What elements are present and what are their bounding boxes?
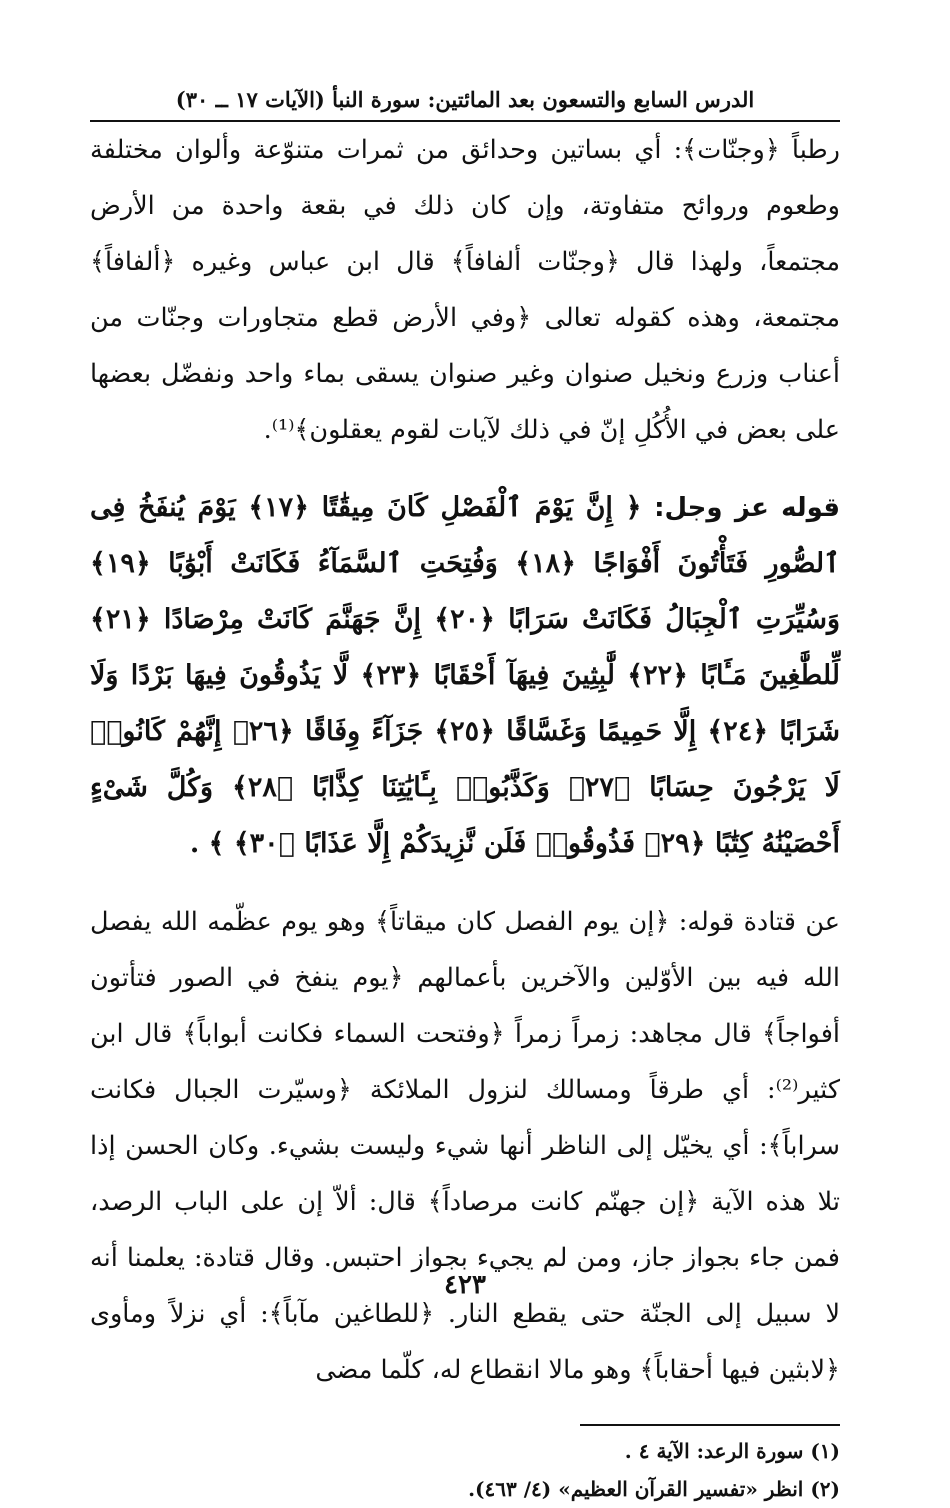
quran-verses: ﴿ إِنَّ يَوْمَ ٱلْفَصْلِ كَانَ مِيقَٰتًا ﴿١٧﴾ يَوْمَ يُنفَخُ فِى ٱلصُّورِ فَتَأْتُونَ أَفْوَاجًا ﴿١٨﴾ وَفُتِحَتِ ٱلسَّمَآءُ فَكَانَتْ أَبْوَٰبًا ﴿١٩﴾ وَسُيِّرَتِ ٱلْجِبَالُ فَكَانَتْ سَرَابًا ﴿٢٠﴾ إِنَّ جَهَنَّمَ كَانَتْ مِرْصَادًا ﴿٢١﴾ لِّلطَّٰغِينَ مَـَٔابًا ﴿٢٢﴾ لَّٰبِثِينَ فِيهَآ أَحْقَابًا ﴿٢٣﴾ لَّا يَذُوقُونَ فِيهَا بَرْدًا وَلَا شَرَابًا ﴿٢٤﴾ إِلَّا حَمِيمًا وَغَسَّاقًا ﴿٢٥﴾ جَزَآءً وِفَاقًا ﴿٢٦﴾ إِنَّهُمْ كَانُوا۟ لَا يَرْجُونَ حِسَابًا ﴿٢٧﴾ وَكَذَّبُوا۟ بِـَٔايَٰتِنَا كِذَّابًا ﴿٢٨﴾ وَكُلَّ شَىْءٍ أَحْصَيْنَٰهُ كِتَٰبًا ﴿٢٩﴾ فَذُوقُوا۟ فَلَن نَّزِيدَكُمْ إِلَّا عَذَابًا ﴿٣٠﴾ ﴾ .	[90, 492, 840, 859]
paragraph-1: رطباً ﴿وجنّات﴾: أي بساتين وحدائق من ثمرات متنوّعة وألوان مختلفة وطعوم وروائح متفاوتة، وإن كان ذلك في بقعة واحدة من الأرض مجتمعاً، ولهذا قال ﴿وجنّات ألفافاً﴾ قال ابن عباس وغيره ﴿ألفافاً﴾ مجتمعة، وهذه كقوله تعالى ﴿وفي الأرض قطع متجاورات وجنّات من أعناب وزرع ونخيل صنوان وغير صنوان يسقى بماء واحد ونفضّل بعضها على بعض في الأُكُلِ إنّ في ذلك لآيات لقوم يعقلون﴾⁽¹⁾.	[90, 135, 840, 445]
footnote-rule	[580, 1424, 840, 1426]
page-number: ٤٢٣	[444, 1270, 486, 1300]
book-page	[90, 80, 840, 1501]
footnote-2: (٢) انظر «تفسير القرآن العظيم» (٤/ ٤٦٣).	[468, 1477, 840, 1501]
paragraph-3: عن قتادة قوله: ﴿إن يوم الفصل كان ميقاتاً﴾ وهو يوم عظّمه الله يفصل الله فيه بين الأوّلين والآخرين بأعمالهم ﴿يوم ينفخ في الصور فتأتون أفواجاً﴾ قال مجاهد: زمراً زمراً ﴿وفتحت السماء فكانت أبواباً﴾ قال ابن كثير⁽²⁾: أي طرقاً ومسالك لنزول الملائكة ﴿وسيّرت الجبال فكانت سراباً﴾: أي يخيّل إلى الناظر أنها شيء وليست بشيء. وكان الحسن إذا تلا هذه الآية ﴿إن جهنّم كانت مرصاداً﴾ قال: ألاّ إن على الباب الرصد، فمن جاء بجواز جاز، ومن لم يجيء بجواز احتبس. وقال قتادة: يعلمنا أنه لا سبيل إلى الجنّة حتى يقطع النار. ﴿للطاغين مآباً﴾: أي نزلاً ومأوى ﴿لابثين فيها أحقاباً﴾ وهو مالا انقطاع له، كلّما مضى	[90, 907, 840, 1385]
quran-lead: قوله عز وجل:	[654, 493, 840, 523]
running-head: الدرس السابع والتسعون بعد المائتين: سورة النبأ (الآيات ١٧ ــ ٣٠)	[90, 80, 840, 122]
quran-passage	[90, 480, 840, 872]
footnote-1: (١) سورة الرعد: الآية ٤ .	[624, 1439, 840, 1463]
